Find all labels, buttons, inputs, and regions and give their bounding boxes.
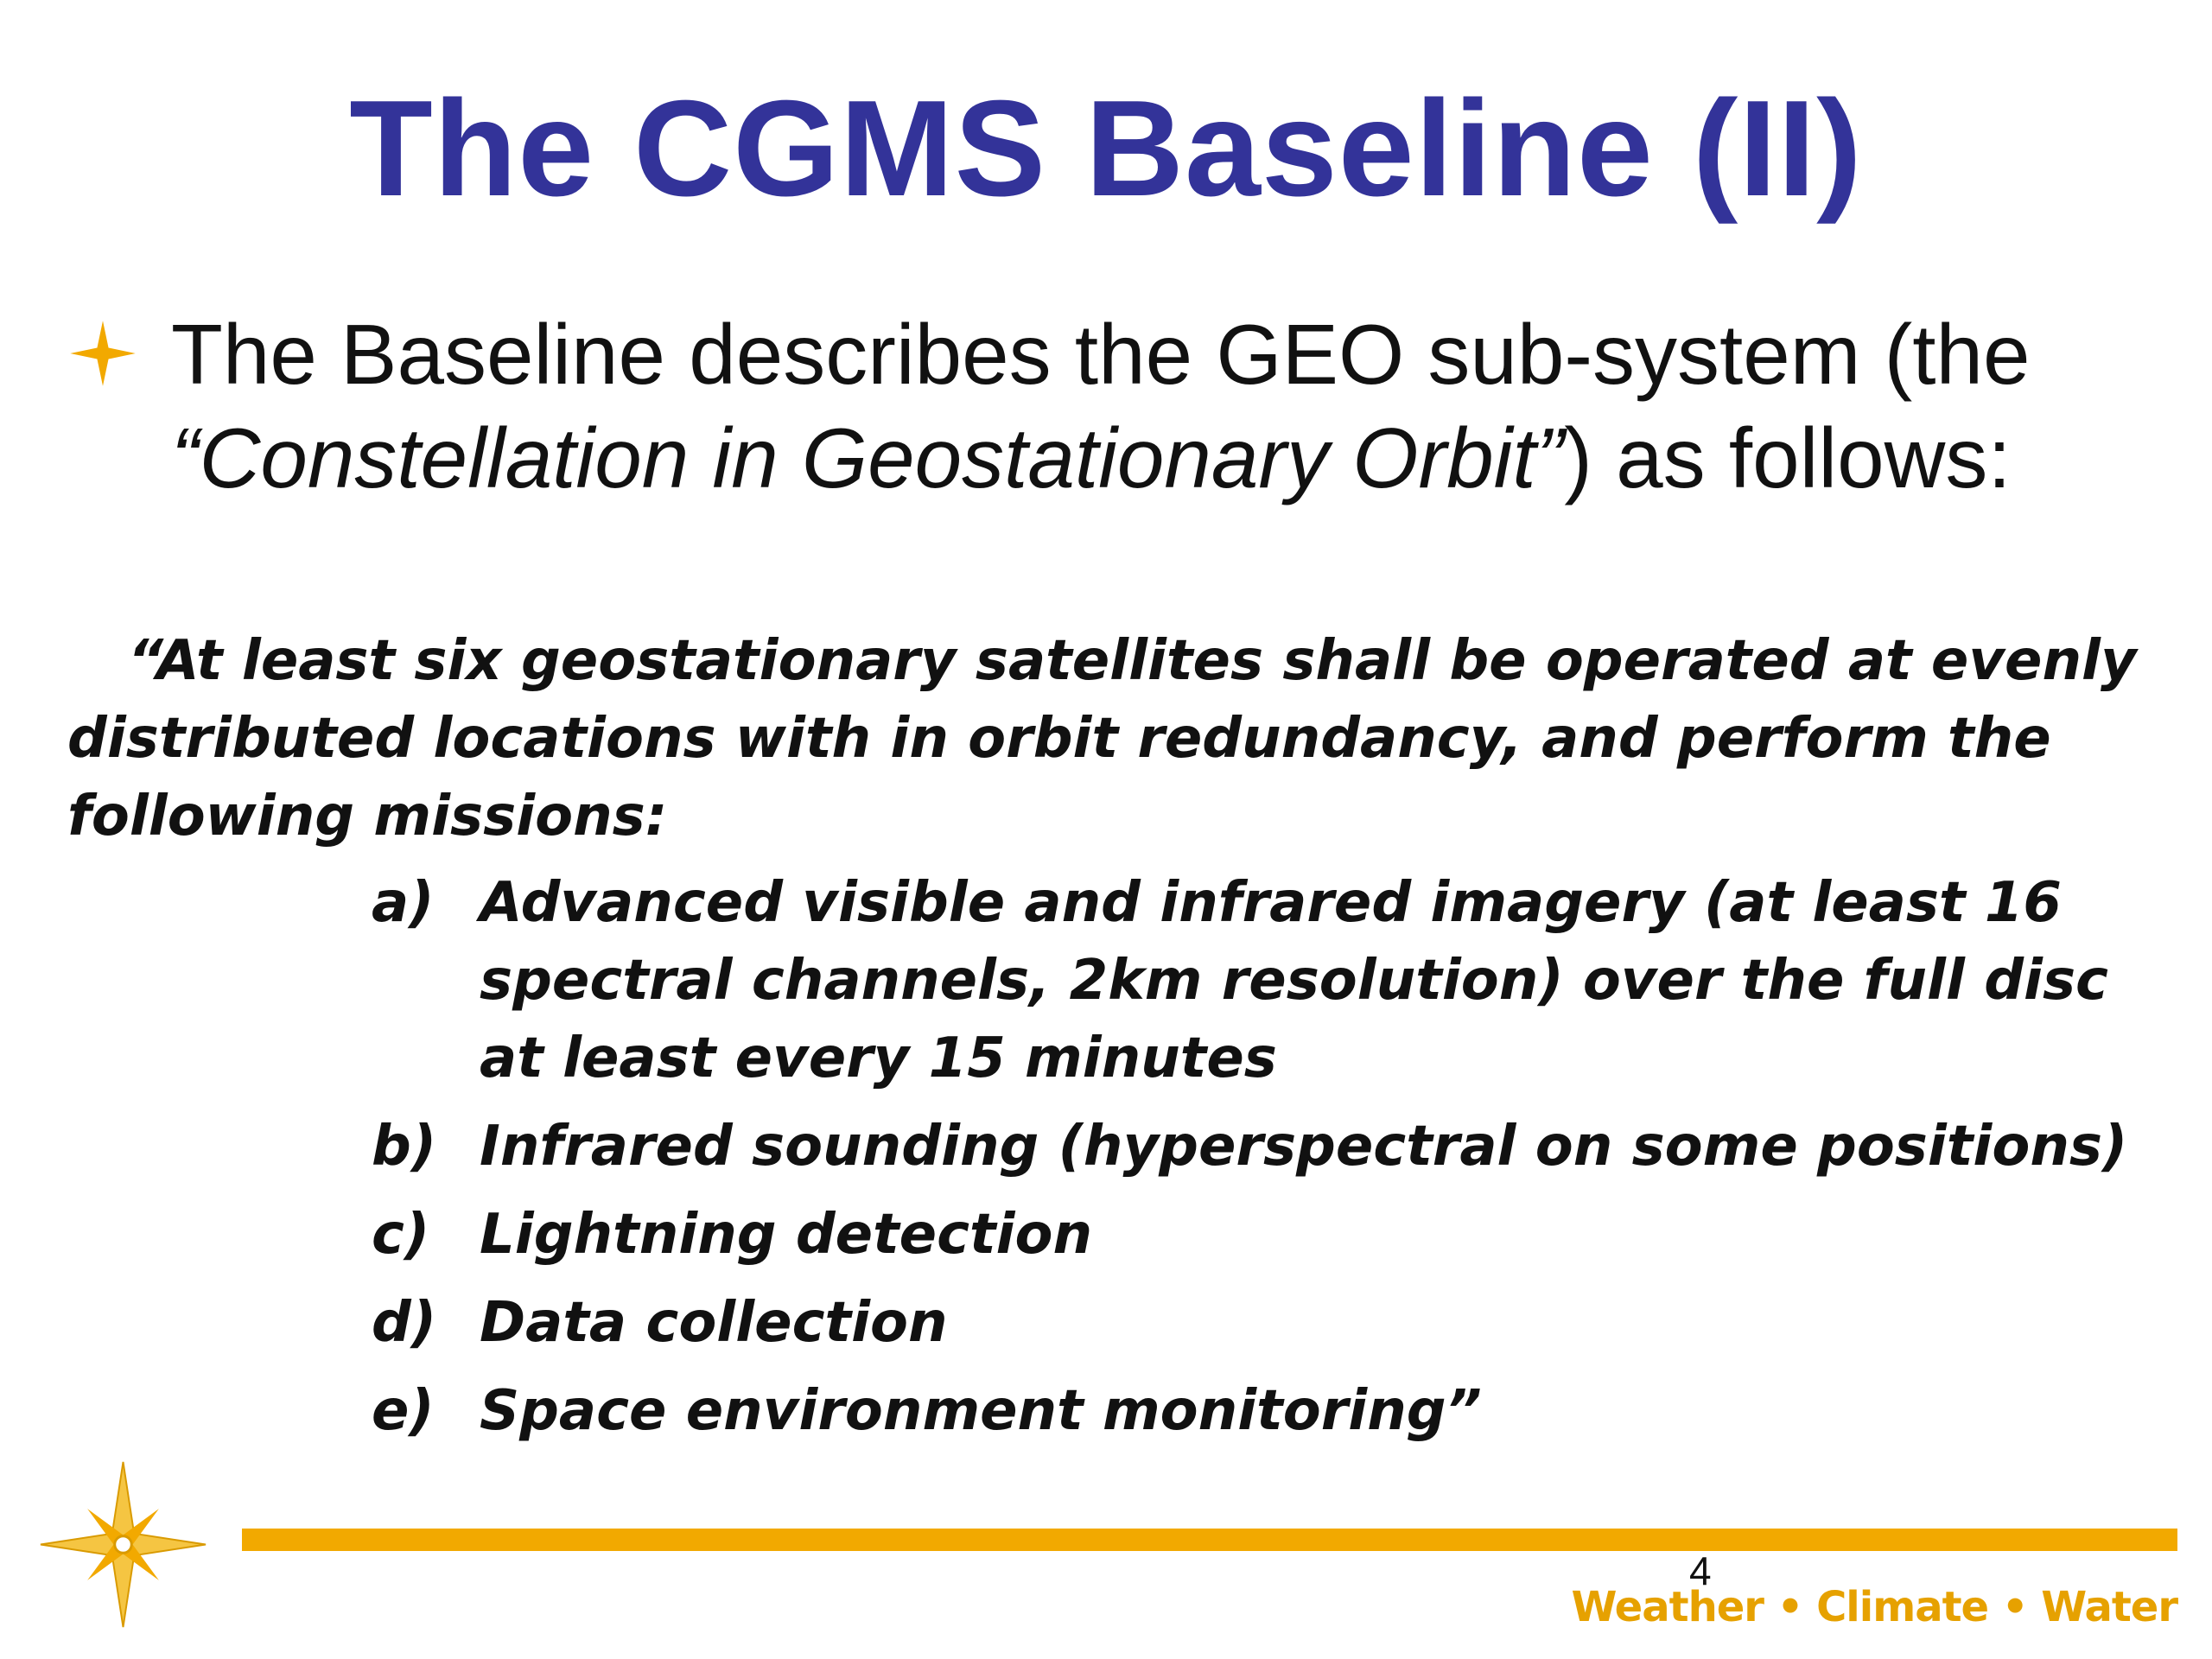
footer-rule	[242, 1529, 2177, 1551]
baseline-quote: “At least six geostationary satellites shall be operated at evenly distributed locations with in orbit redundancy, and perform the following missions:	[67, 629, 2137, 849]
mission-letter: b)	[372, 1115, 437, 1179]
mission-item	[372, 1196, 2177, 1274]
mission-text: Lightning detection	[480, 1203, 1093, 1267]
mission-letter: a)	[372, 871, 435, 935]
mission-item	[372, 864, 2177, 1097]
compass-star-icon	[39, 1460, 207, 1629]
slide-title: The CGMS Baseline (II)	[349, 73, 1863, 225]
mission-text: Data collection	[480, 1291, 948, 1355]
mission-item	[372, 1372, 2177, 1450]
mission-letter: e)	[372, 1379, 435, 1443]
mission-item	[372, 1108, 2177, 1185]
bullet-text	[171, 302, 2184, 510]
bullet-text-start: The Baseline describes the GEO sub-system (the	[171, 307, 2031, 402]
mission-letter: d)	[372, 1291, 437, 1355]
missions-list	[372, 864, 2177, 1460]
four-point-star-icon	[67, 318, 138, 389]
mission-item	[372, 1284, 2177, 1362]
bullet-text-end: ) as follows:	[1564, 410, 2012, 505]
mission-letter: c)	[372, 1203, 430, 1267]
mission-text: Infrared sounding (hyperspectral on some positions)	[480, 1115, 2128, 1179]
footer-tagline: Weather • Climate • Water	[1571, 1583, 2177, 1631]
mission-text: Space environment monitoring”	[480, 1379, 1482, 1443]
bullet-text-italic: “Constellation in Geostationary Orbit”	[171, 410, 1565, 505]
page-number: 4	[1689, 1548, 1712, 1593]
mission-text: Advanced visible and infrared imagery (at least 16 spectral channels, 2km resolution) over the full disc at least every 15 minutes	[480, 871, 2108, 1090]
